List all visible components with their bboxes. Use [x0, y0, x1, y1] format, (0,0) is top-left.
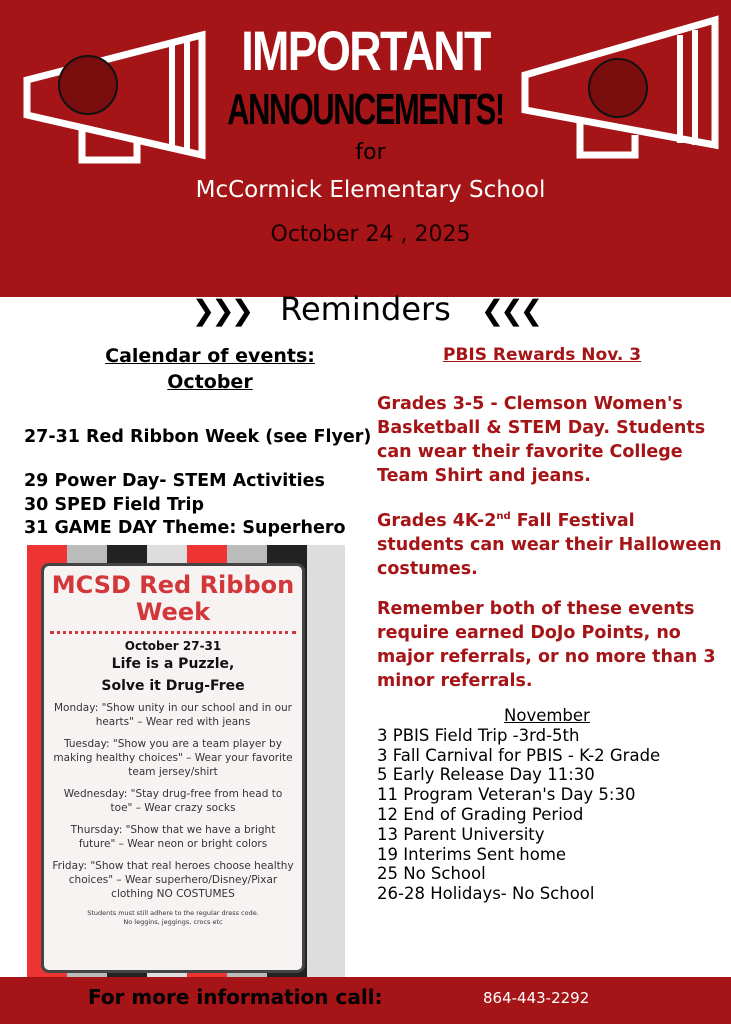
event-item: 31 GAME DAY Theme: Superhero: [24, 518, 346, 538]
pbis-title: PBIS Rewards Nov. 3: [443, 345, 642, 365]
november-item: 12 End of Grading Period: [377, 804, 584, 824]
header-banner: [0, 0, 731, 297]
calendar-month: October: [167, 371, 253, 393]
calendar-title: Calendar of events:: [105, 345, 315, 367]
flyer-day: Friday: "Show that real heroes choose healthy choices" – Wear superhero/Disney/Pixar clothing NO COSTUMES: [52, 860, 294, 900]
flyer-day: Monday: "Show unity in our school and in our hearts" – Wear red with jeans: [54, 702, 292, 728]
november-item: 19 Interims Sent home: [377, 844, 567, 864]
november-title: November: [504, 706, 590, 725]
flyer-note: No leggins, jeggings, crocs etc: [123, 918, 223, 926]
flyer-day: Thursday: "Show that we have a bright future" – Wear neon or bright colors: [70, 824, 276, 850]
chevrons-right-icon: ❯❯❯: [191, 294, 251, 327]
phone-number: 864-443-2292: [483, 989, 590, 1007]
school-name: McCormick Elementary School: [195, 177, 546, 203]
for-text: for: [355, 140, 386, 165]
pbis-paragraph: Grades 3-5 - Clemson Women's Basketball & STEM Day. Students can wear their favorite College Team Shirt and jeans.: [377, 394, 706, 486]
november-item: 26-28 Holidays- No School: [377, 884, 595, 904]
november-list: [377, 706, 660, 904]
footer: [0, 977, 731, 1024]
november-item: 11 Program Veteran's Day 5:30: [377, 785, 636, 805]
november-item: 5 Early Release Day 11:30: [377, 765, 595, 785]
flyer-day: Wednesday: "Stay drug-free from head to toe" – Wear crazy socks: [63, 788, 283, 814]
calendar-heading: [40, 343, 380, 395]
title-important: IMPORTANT: [241, 19, 490, 82]
event-item: 30 SPED Field Trip: [24, 495, 205, 515]
flyer-day: Tuesday: "Show you are a team player by making healthy choices" – Wear your favorite team jersey/shirt: [53, 738, 293, 778]
title-announcements: ANNOUNCEMENTS!: [227, 85, 504, 134]
flyer-slogan: Solve it Drug-Free: [101, 678, 245, 694]
flyer-slogan: Life is a Puzzle,: [111, 656, 235, 672]
footer-label: For more information call:: [88, 985, 383, 1009]
flyer-note: Students must still adhere to the regular dress code.: [87, 909, 259, 917]
november-item: 3 Fall Carnival for PBIS - K-2 Grade: [377, 745, 661, 765]
chevrons-left-icon: ❮❮❮: [480, 294, 540, 327]
pbis-paragraph: Remember both of these events require earned DoJo Points, no major referrals, or no more than 3 minor referrals.: [377, 599, 716, 691]
flyer-dates: October 27-31: [124, 639, 222, 653]
november-item: 25 No School: [377, 864, 486, 884]
red-ribbon-flyer: [27, 545, 345, 985]
pbis-paragraph: Grades 4K-2nd Fall Festival students can wear their Halloween costumes.: [377, 510, 722, 579]
event-item: 27-31 Red Ribbon Week (see Flyer): [24, 427, 372, 447]
november-item: 13 Parent University: [377, 824, 545, 844]
date: October 24 , 2025: [270, 222, 471, 247]
reminders-title: Reminders: [280, 290, 451, 328]
event-item: 29 Power Day- STEM Activities: [24, 471, 325, 491]
november-item: 3 PBIS Field Trip -3rd-5th: [377, 725, 580, 745]
reminders-heading: [0, 290, 731, 328]
flyer-title: MCSD Red Ribbon Week: [51, 571, 295, 626]
